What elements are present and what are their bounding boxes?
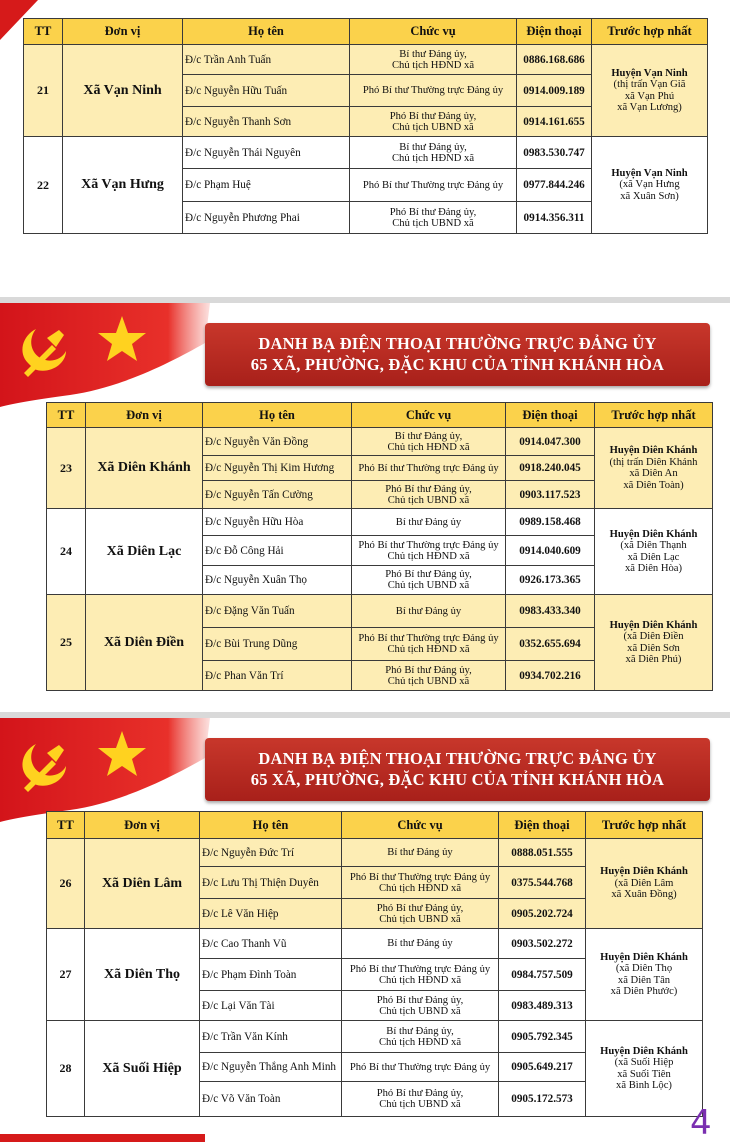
official-position	[342, 1082, 499, 1117]
official-name: Đ/c Nguyễn Thắng Anh Minh	[200, 1053, 342, 1082]
official-position	[350, 137, 517, 169]
pre-merger-area	[595, 428, 713, 509]
phone-number[interactable]: 0983.530.747	[517, 137, 592, 169]
header-chuc-vu: Chức vụ	[342, 812, 499, 839]
header-ho-ten: Họ tên	[203, 403, 352, 428]
unit-number: 28	[47, 1021, 85, 1117]
unit-number: 26	[47, 839, 85, 929]
unit-number: 24	[47, 509, 86, 595]
phone-number[interactable]: 0983.489.313	[499, 991, 586, 1021]
phone-number[interactable]: 0903.117.523	[506, 481, 595, 509]
official-name: Đ/c Cao Thanh Vũ	[200, 929, 342, 959]
phone-number[interactable]: 0905.172.573	[499, 1082, 586, 1117]
official-position	[352, 428, 506, 456]
pre-merger-detail: xã Diên An	[629, 468, 678, 479]
position-line: Chủ tịch HĐND xã	[378, 974, 462, 986]
position-line: Phó Bí thư Thường trực Đảng ủy	[349, 963, 491, 975]
page-number: 4	[690, 1103, 712, 1143]
official-name: Đ/c Nguyễn Xuân Thọ	[203, 566, 352, 595]
official-position	[350, 202, 517, 234]
pre-merger-detail: (xã Diên Điền	[623, 631, 684, 642]
pre-merger-area	[586, 929, 703, 1021]
pre-merger-detail: (xã Diên Thọ	[615, 963, 673, 974]
pre-merger-detail: (xã Diên Thạnh	[620, 540, 687, 551]
official-name: Đ/c Nguyễn Phương Phai	[183, 202, 350, 234]
pre-merger-district: Huyện Diên Khánh	[600, 951, 688, 963]
unit-name: Xã Diên Điền	[86, 595, 203, 691]
contact-table-2	[46, 402, 713, 691]
phone-number[interactable]: 0905.202.724	[499, 899, 586, 929]
position-line: Phó Bí thư Thường trực Đảng ủy	[349, 871, 491, 883]
phone-number[interactable]: 0926.173.365	[506, 566, 595, 595]
position-line: Bí thư Đảng ủy	[387, 938, 453, 949]
phone-number[interactable]: 0914.009.189	[517, 75, 592, 107]
pre-merger-district: Huyện Vạn Ninh	[611, 167, 688, 179]
pre-merger-district: Huyện Diên Khánh	[609, 528, 698, 540]
unit-name: Xã Vạn Ninh	[63, 45, 183, 137]
pre-merger-district: Huyện Vạn Ninh	[611, 67, 688, 79]
phone-number[interactable]: 0886.168.686	[517, 45, 592, 75]
pre-merger-area	[586, 839, 703, 929]
pre-merger-detail: xã Diên Phước)	[610, 986, 678, 997]
pre-merger-district: Huyện Diên Khánh	[609, 619, 698, 631]
official-name: Đ/c Phạm Huệ	[183, 169, 350, 202]
position-line: Bí thư Đảng ủy,	[399, 141, 467, 153]
pre-merger-area	[595, 595, 713, 691]
table-row	[47, 1021, 703, 1053]
header-dien-thoai: Điện thoại	[506, 403, 595, 428]
position-line: Bí thư Đảng ủy	[395, 516, 462, 528]
position-line: Chủ tịch UBND xã	[387, 580, 470, 591]
position-line: Phó Bí thư Đảng ủy,	[389, 110, 477, 122]
position-line: Bí thư Đảng ủy	[395, 605, 462, 617]
official-name: Đ/c Võ Văn Toàn	[200, 1082, 342, 1117]
official-position	[350, 169, 517, 202]
pre-merger-detail: xã Diên Toàn)	[623, 479, 684, 491]
pre-merger-area	[592, 45, 708, 137]
position-line: Phó Bí thư Đảng ủy,	[376, 902, 464, 914]
phone-number[interactable]: 0914.356.311	[517, 202, 592, 234]
position-line: Chủ tịch HĐND xã	[387, 644, 470, 655]
official-position	[350, 75, 517, 107]
official-position	[352, 481, 506, 509]
header-truoc-hop-nhat: Trước hợp nhất	[595, 403, 713, 428]
position-line: Chủ tịch UBND xã	[387, 675, 470, 687]
position-line: Phó Bí thư Đảng ủy,	[376, 1088, 464, 1099]
official-name: Đ/c Phan Văn Trí	[203, 661, 352, 691]
position-line: Phó Bí thư Thường trực Đảng ủy	[358, 633, 499, 644]
position-line: Phó Bí thư Thường trực Đảng ủy	[362, 85, 504, 96]
phone-number[interactable]: 0352.655.694	[506, 628, 595, 661]
official-name: Đ/c Nguyễn Thanh Sơn	[183, 107, 350, 137]
table-row	[47, 428, 713, 456]
official-position	[352, 456, 506, 481]
phone-number[interactable]: 0905.792.345	[499, 1021, 586, 1053]
header-don-vi: Đơn vị	[63, 19, 183, 45]
official-name: Đ/c Trần Văn Kính	[200, 1021, 342, 1053]
phone-number[interactable]: 0918.240.045	[506, 456, 595, 481]
pre-merger-detail: xã Xuân Đồng)	[611, 889, 677, 901]
phone-number[interactable]: 0989.158.468	[506, 509, 595, 536]
flag-strip	[0, 1134, 205, 1142]
directory-title-banner	[205, 323, 710, 386]
position-line: Phó Bí thư Đảng ủy,	[376, 994, 464, 1006]
position-line: Chủ tịch HĐND xã	[391, 59, 475, 71]
unit-number: 27	[47, 929, 85, 1021]
phone-number[interactable]: 0914.040.609	[506, 536, 595, 566]
official-position	[342, 899, 499, 929]
position-line: Chủ tịch UBND xã	[379, 1005, 461, 1017]
official-position	[342, 1053, 499, 1082]
header-tt: TT	[47, 403, 86, 428]
header-truoc-hop-nhat: Trước hợp nhất	[592, 19, 708, 45]
official-name: Đ/c Đặng Văn Tuấn	[203, 595, 352, 628]
position-line: Phó Bí thư Thường trực Đảng ủy	[358, 462, 499, 474]
pre-merger-detail: xã Bình Lộc)	[616, 1080, 672, 1091]
official-name: Đ/c Nguyễn Thị Kim Hương	[203, 456, 352, 481]
official-position	[352, 661, 506, 691]
phone-number[interactable]: 0914.047.300	[506, 428, 595, 456]
header-chuc-vu: Chức vụ	[350, 19, 517, 45]
official-position	[350, 107, 517, 137]
position-line: Chủ tịch UBND xã	[392, 121, 474, 133]
unit-name: Xã Diên Thọ	[85, 929, 200, 1021]
unit-number: 25	[47, 595, 86, 691]
unit-name: Xã Diên Lâm	[85, 839, 200, 929]
pre-merger-area	[592, 137, 708, 234]
position-line: Phó Bí thư Đảng ủy,	[385, 483, 472, 495]
official-name: Đ/c Nguyễn Văn Đồng	[203, 428, 352, 456]
official-position	[352, 628, 506, 661]
official-name: Đ/c Lại Văn Tài	[200, 991, 342, 1021]
pre-merger-detail: xã Diên Phú)	[625, 654, 682, 665]
unit-name: Xã Diên Lạc	[86, 509, 203, 595]
official-name: Đ/c Bùi Trung Dũng	[203, 628, 352, 661]
official-name: Đ/c Nguyễn Hữu Hòa	[203, 509, 352, 536]
official-position	[350, 45, 517, 75]
official-position	[342, 929, 499, 959]
pre-merger-detail: (xã Diên Lâm	[614, 877, 674, 889]
position-line: Chủ tịch HĐND xã	[387, 441, 470, 453]
table-header-row	[47, 812, 703, 839]
position-line: Phó Bí thư Đảng ủy,	[385, 569, 472, 580]
table-row	[47, 929, 703, 959]
position-line: Chủ tịch HĐND xã	[378, 1036, 462, 1048]
official-name: Đ/c Lưu Thị Thiện Duyên	[200, 867, 342, 899]
official-position	[352, 595, 506, 628]
official-position	[342, 867, 499, 899]
position-line: Phó Bí thư Thường trực Đảng ủy	[349, 1061, 491, 1073]
header-ho-ten: Họ tên	[183, 19, 350, 45]
phone-number[interactable]: 0903.502.272	[499, 929, 586, 959]
pre-merger-detail: xã Diên Sơn	[627, 642, 680, 654]
position-line: Phó Bí thư Thường trực Đảng ủy	[358, 539, 499, 551]
party-flag	[0, 718, 210, 822]
pre-merger-detail: xã Diên Lạc	[627, 551, 680, 563]
phone-number[interactable]: 0983.433.340	[506, 595, 595, 628]
pre-merger-detail: (xã Suối Hiệp	[614, 1057, 674, 1068]
official-position	[342, 991, 499, 1021]
position-line: Chủ tịch UBND xã	[379, 1099, 461, 1110]
official-name: Đ/c Trần Anh Tuấn	[183, 45, 350, 75]
header-truoc-hop-nhat: Trước hợp nhất	[586, 812, 703, 839]
banner-line-1: DANH BẠ ĐIỆN THOẠI THƯỜNG TRỰC ĐẢNG ỦY	[258, 749, 657, 768]
position-line: Chủ tịch UBND xã	[387, 494, 470, 506]
banner-line-2: 65 XÃ, PHƯỜNG, ĐẶC KHU CỦA TỈNH KHÁNH HÒA	[250, 770, 665, 789]
official-position	[342, 959, 499, 991]
official-name: Đ/c Nguyễn Đức Trí	[200, 839, 342, 867]
official-name: Đ/c Nguyễn Thái Nguyên	[183, 137, 350, 169]
pre-merger-detail: xã Vạn Lương)	[617, 102, 682, 113]
phone-number[interactable]: 0914.161.655	[517, 107, 592, 137]
table-row	[24, 137, 708, 169]
table-row	[47, 839, 703, 867]
phone-number[interactable]: 0905.649.217	[499, 1053, 586, 1082]
official-position	[352, 509, 506, 536]
position-line: Chủ tịch HĐND xã	[378, 882, 462, 894]
position-line: Bí thư Đảng ủy,	[399, 48, 467, 60]
pre-merger-detail: (thị trấn Diên Khánh	[609, 456, 698, 468]
official-name: Đ/c Phạm Đình Toàn	[200, 959, 342, 991]
unit-name: Xã Diên Khánh	[86, 428, 203, 509]
pre-merger-area	[586, 1021, 703, 1117]
official-position	[352, 566, 506, 595]
banner-line-1: DANH BẠ ĐIỆN THOẠI THƯỜNG TRỰC ĐẢNG ỦY	[258, 334, 657, 353]
unit-number: 21	[24, 45, 63, 137]
position-line: Phó Bí thư Đảng ủy,	[389, 206, 477, 218]
position-line: Chủ tịch HĐND xã	[387, 550, 470, 562]
banner-line-2: 65 XÃ, PHƯỜNG, ĐẶC KHU CỦA TỈNH KHÁNH HÒA	[250, 355, 665, 374]
position-line: Bí thư Đảng ủy,	[394, 430, 463, 442]
table-row	[24, 45, 708, 75]
position-line: Chủ tịch HĐND xã	[391, 152, 475, 164]
pre-merger-detail: xã Suối Tiên	[617, 1068, 671, 1080]
position-line: Phó Bí thư Đảng ủy,	[385, 664, 472, 676]
contact-table-3	[46, 811, 703, 1117]
unit-name: Xã Suối Hiệp	[85, 1021, 200, 1117]
pre-merger-district: Huyện Diên Khánh	[609, 445, 698, 456]
unit-number: 23	[47, 428, 86, 509]
pre-merger-detail: xã Diên Tân	[617, 974, 671, 986]
official-name: Đ/c Lê Văn Hiệp	[200, 899, 342, 929]
position-line: Chủ tịch UBND xã	[392, 217, 474, 229]
position-line: Bí thư Đảng ủy	[387, 847, 453, 858]
header-ho-ten: Họ tên	[200, 812, 342, 839]
official-name: Đ/c Nguyễn Tấn Cường	[203, 481, 352, 509]
pre-merger-detail: (xã Vạn Hưng	[619, 179, 680, 191]
header-don-vi: Đơn vị	[85, 812, 200, 839]
unit-name: Xã Vạn Hưng	[63, 137, 183, 234]
official-name: Đ/c Đỗ Công Hải	[203, 536, 352, 566]
position-line: Phó Bí thư Thường trực Đảng ủy	[362, 179, 504, 191]
official-position	[352, 536, 506, 566]
header-tt: TT	[47, 812, 85, 839]
table-row	[47, 595, 713, 628]
table-header-row	[24, 19, 708, 45]
header-don-vi: Đơn vị	[86, 403, 203, 428]
header-chuc-vu: Chức vụ	[352, 403, 506, 428]
position-line: Chủ tịch UBND xã	[379, 913, 461, 925]
pre-merger-district: Huyện Diên Khánh	[600, 1045, 688, 1057]
phone-number[interactable]: 0375.544.768	[499, 867, 586, 899]
header-dien-thoai: Điện thoại	[499, 812, 586, 839]
official-name: Đ/c Nguyễn Hữu Tuấn	[183, 75, 350, 107]
phone-number[interactable]: 0977.844.246	[517, 169, 592, 202]
unit-number: 22	[24, 137, 63, 234]
directory-title-banner	[205, 738, 710, 801]
pre-merger-detail: xã Diên Hòa)	[624, 563, 683, 574]
phone-number[interactable]: 0888.051.555	[499, 839, 586, 867]
official-position	[342, 839, 499, 867]
pre-merger-detail: xã Xuân Sơn)	[620, 190, 679, 202]
pre-merger-area	[595, 509, 713, 595]
pre-merger-district: Huyện Diên Khánh	[600, 866, 688, 878]
header-dien-thoai: Điện thoại	[517, 19, 592, 45]
table-row	[47, 509, 713, 536]
table-header-row	[47, 403, 713, 428]
party-flag	[0, 303, 210, 407]
pre-merger-detail: (thị trấn Vạn Giã	[613, 79, 686, 90]
position-line: Bí thư Đảng ủy,	[386, 1025, 454, 1037]
official-position	[342, 1021, 499, 1053]
phone-number[interactable]: 0934.702.216	[506, 661, 595, 691]
contact-table-1	[23, 18, 708, 234]
header-tt: TT	[24, 19, 63, 45]
phone-number[interactable]: 0984.757.509	[499, 959, 586, 991]
pre-merger-detail: xã Vạn Phú	[624, 90, 675, 102]
